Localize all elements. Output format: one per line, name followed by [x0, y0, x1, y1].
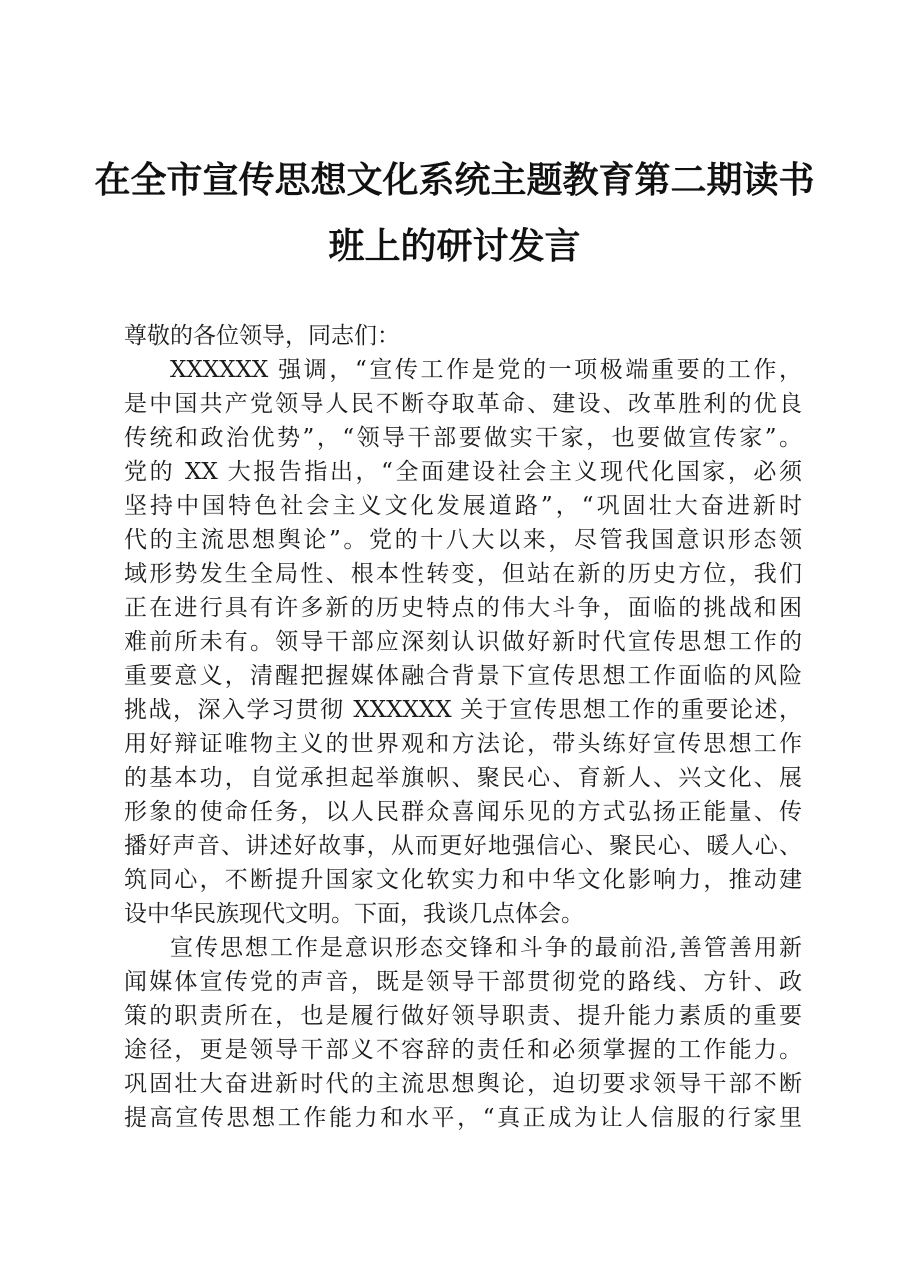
paragraph-line: 播好声音、讲述好故事，从而更好地强信心、聚民心、暖人心、 [124, 833, 802, 859]
salutation: 尊敬的各位领导，同志们： [124, 323, 400, 349]
paragraph-line: 闻媒体宣传党的声音，既是领导干部贯彻党的路线、方针、政 [124, 969, 802, 995]
paragraph-line: 正在进行具有许多新的历史特点的伟大斗争，面临的挑战和困 [124, 595, 802, 621]
paragraph-line: 域形势发生全局性、根本性转变，但站在新的历史方位，我们 [124, 561, 802, 587]
paragraph-line: 党的 XX 大报告指出，“全面建设社会主义现代化国家，必须 [124, 459, 802, 485]
document-title-line-1: 在全市宣传思想文化系统主题教育第二期读书 [94, 159, 815, 201]
paragraph-line: 是中国共产党领导人民不断夺取革命、建设、改革胜利的优良 [124, 391, 802, 417]
document-title-line-2: 班上的研讨发言 [328, 225, 581, 267]
paragraph-line: 途径，更是领导干部义不容辞的责任和必须掌握的工作能力。 [124, 1037, 802, 1063]
paragraph-line: 宣传思想工作是意识形态交锋和斗争的最前沿,善管善用新 [170, 935, 802, 961]
paragraph-line: 难前所未有。领导干部应深刻认识做好新时代宣传思想工作的 [124, 629, 802, 655]
paragraph-line: 坚持中国特色社会主义文化发展道路”，“巩固壮大奋进新时 [124, 493, 802, 519]
paragraph-line: 代的主流思想舆论”。党的十八大以来，尽管我国意识形态领 [124, 527, 802, 553]
paragraph-line: 筑同心，不断提升国家文化软实力和中华文化影响力，推动建 [124, 867, 802, 893]
paragraph-line: 提高宣传思想工作能力和水平，“真正成为让人信服的行家里 [124, 1105, 802, 1131]
paragraph-line: XXXXXX 强调，“宣传工作是党的一项极端重要的工作， [170, 357, 802, 383]
paragraph-line: 形象的使命任务，以人民群众喜闻乐见的方式弘扬正能量、传 [124, 799, 802, 825]
paragraph-line: 策的职责所在，也是履行做好领导职责、提升能力素质的重要 [124, 1003, 802, 1029]
paragraph-line: 用好辩证唯物主义的世界观和方法论，带头练好宣传思想工作 [124, 731, 802, 757]
paragraph-line: 传统和政治优势”，“领导干部要做实干家，也要做宣传家”。 [124, 425, 802, 451]
paragraph-line: 设中华民族现代文明。下面，我谈几点体会。 [124, 901, 584, 927]
paragraph-line: 巩固壮大奋进新时代的主流思想舆论，迫切要求领导干部不断 [124, 1071, 802, 1097]
paragraph-line: 的基本功，自觉承担起举旗帜、聚民心、育新人、兴文化、展 [124, 765, 802, 791]
paragraph-line: 重要意义，清醒把握媒体融合背景下宣传思想工作面临的风险 [124, 663, 802, 689]
paragraph-line: 挑战，深入学习贯彻 XXXXXX 关于宣传思想工作的重要论述， [124, 697, 802, 723]
